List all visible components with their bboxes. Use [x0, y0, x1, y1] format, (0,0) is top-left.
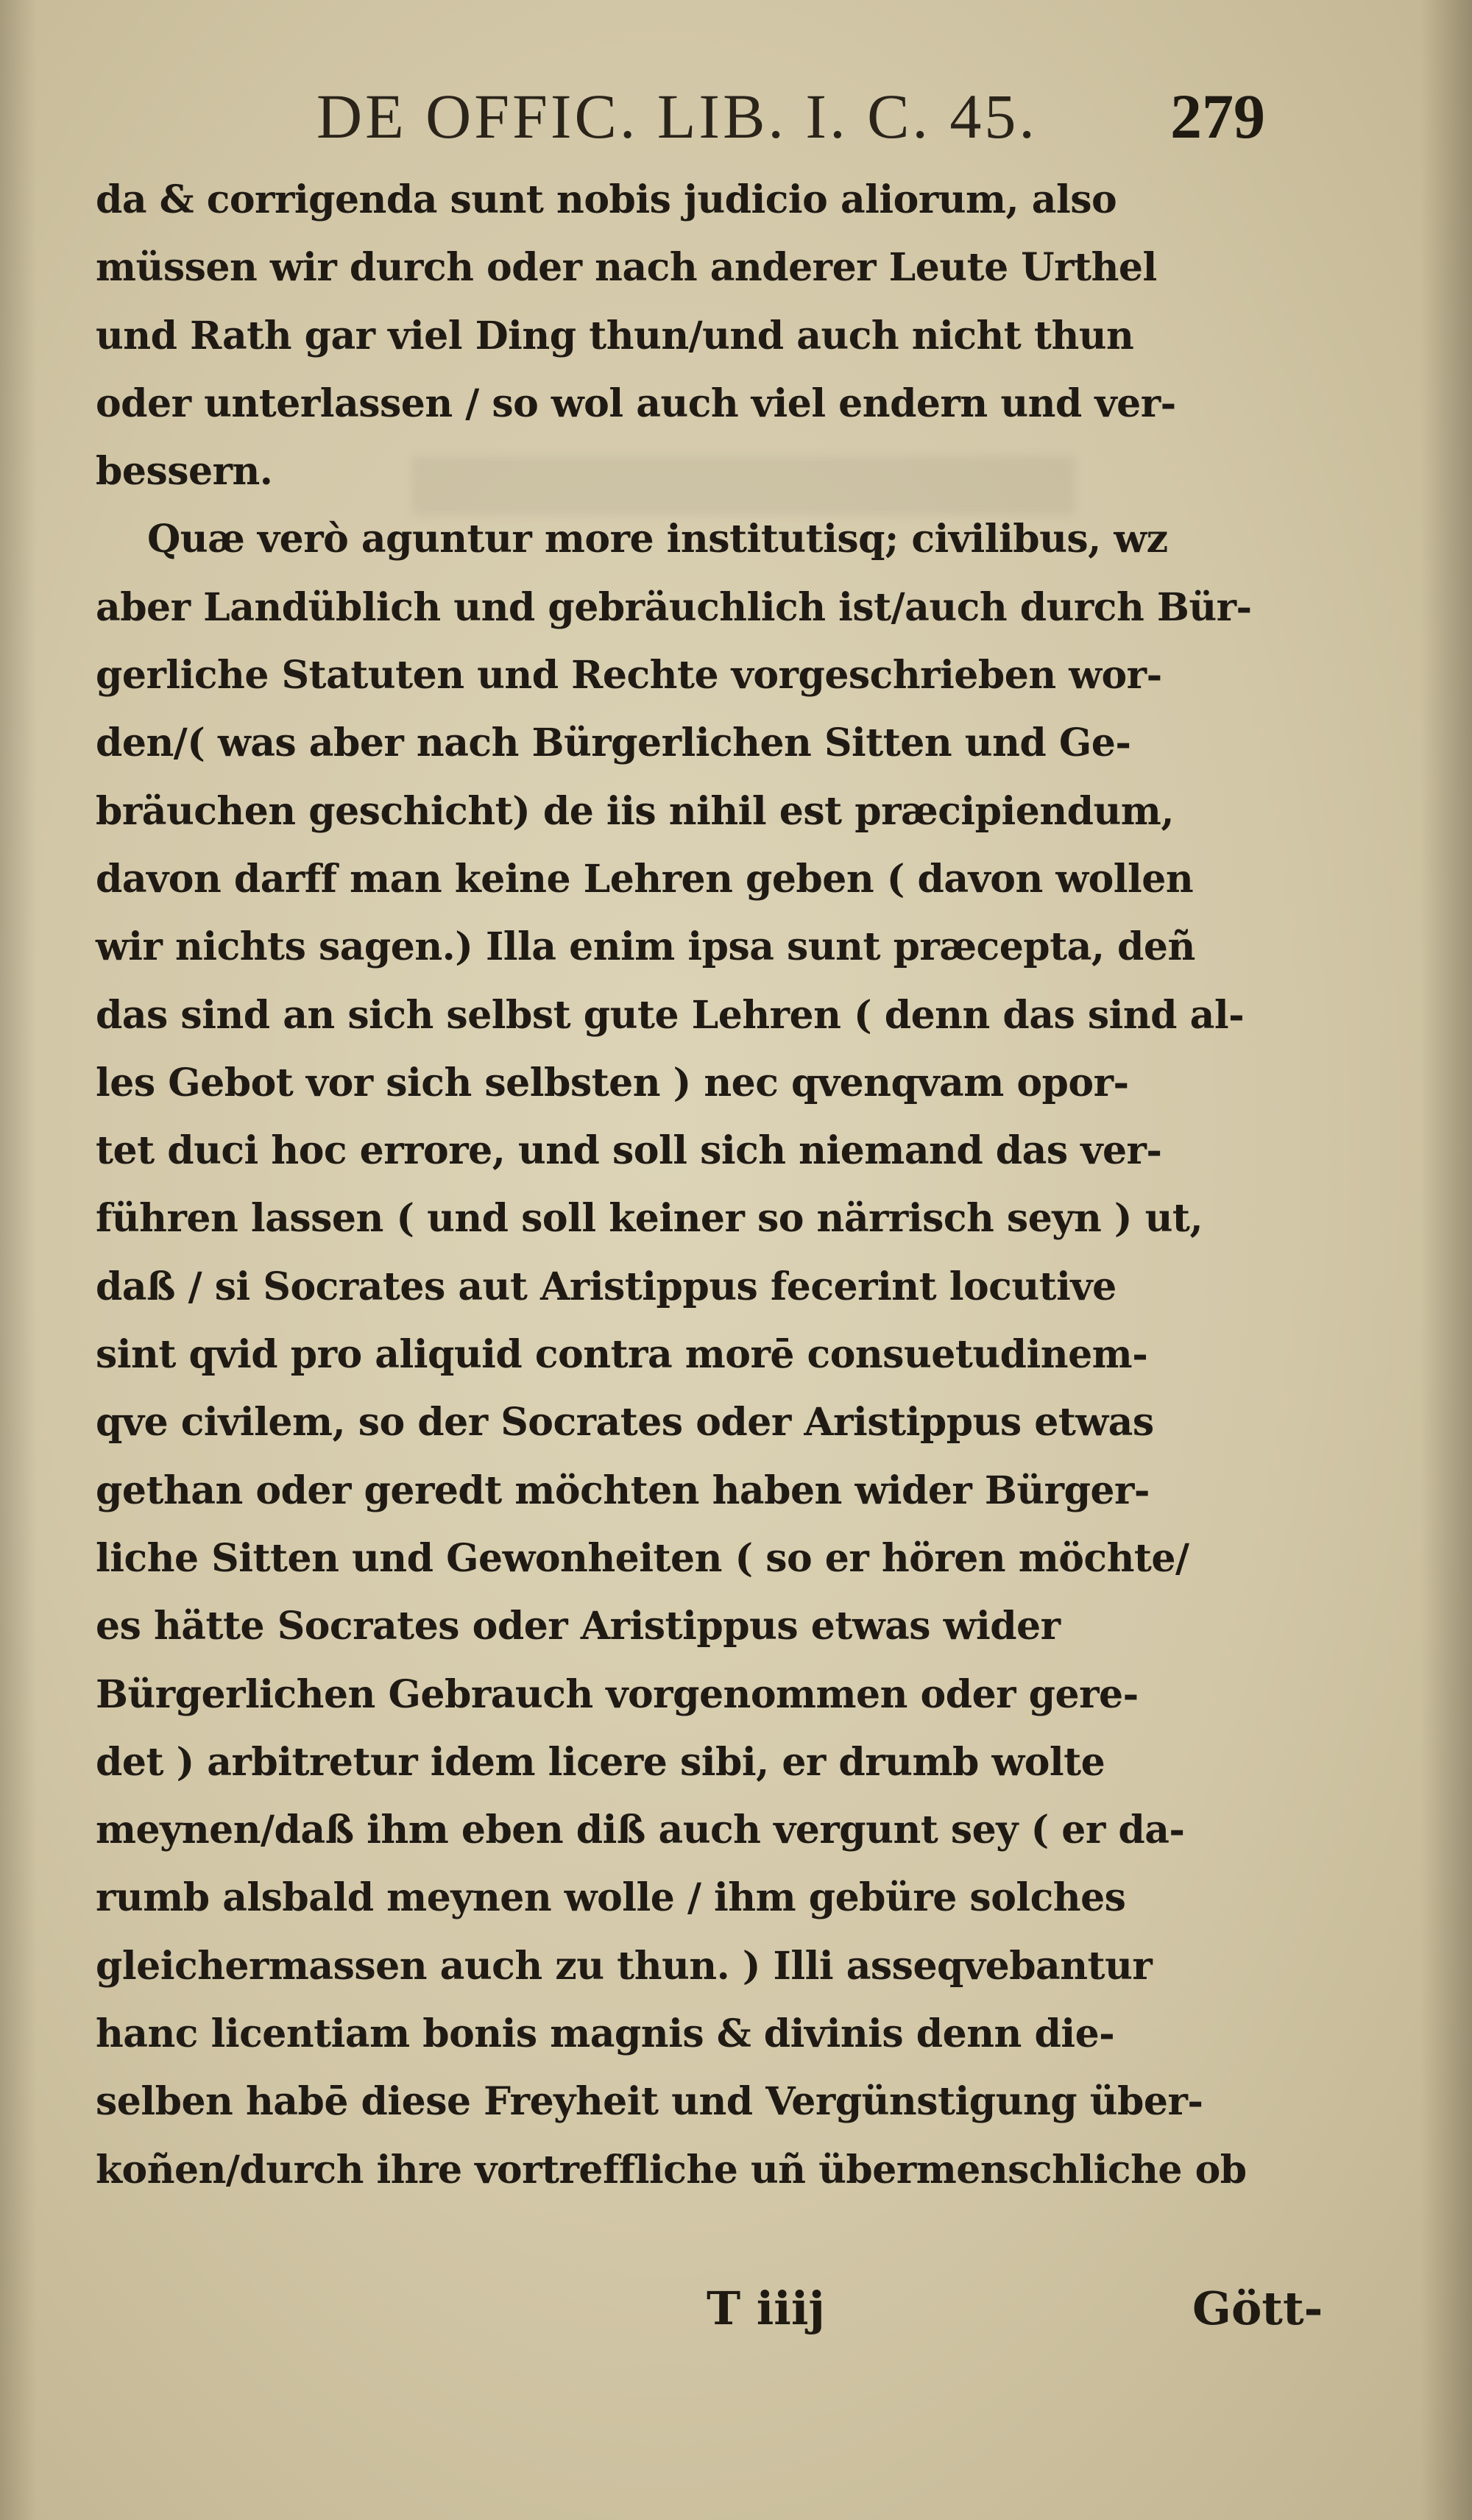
text-line: liche Sitten und Gewonheiten ( so er hören möchte/	[96, 1535, 1189, 1581]
signature-mark: T iiij	[707, 2282, 825, 2335]
text-line: davon darff man keine Lehren geben ( davon wollen	[96, 856, 1194, 902]
text-line: meynen/daß ihm eben diß auch vergunt sey ( er da-	[96, 1808, 1185, 1853]
text-line: bräuchen geschicht) de iis nihil est præcipiendum,	[96, 788, 1174, 834]
text-line: selben habē diese Freyheit und Vergünstigung über-	[96, 2079, 1203, 2125]
text-line: les Gebot vor sich selbsten ) nec qvenqvam opor-	[96, 1060, 1129, 1105]
text-line: und Rath gar viel Ding thun/und auch nicht thun	[96, 313, 1134, 358]
page-edge-shadow-left	[0, 0, 37, 2520]
text-line: aber Landüblich und gebräuchlich ist/auch durch Bür-	[96, 584, 1252, 630]
text-line: daß / si Socrates aut Aristippus fecerint locutive	[96, 1264, 1117, 1309]
text-line: Quæ verò aguntur more institutisq; civilibus, wz	[147, 517, 1168, 562]
text-line: gerliche Statuten und Rechte vorgeschrieben wor-	[96, 653, 1162, 698]
page-footer	[0, 2282, 1472, 2362]
text-line: tet duci hoc errore, und soll sich niemand das ver-	[96, 1128, 1162, 1174]
text-line: das sind an sich selbst gute Lehren ( denn das sind al-	[96, 992, 1245, 1038]
text-line: Bürgerlichen Gebrauch vorgenommen oder gere-	[96, 1671, 1139, 1717]
text-line: gethan oder geredt möchten haben wider Bürger-	[96, 1468, 1150, 1513]
page-header	[0, 79, 1472, 160]
text-line: gleichermassen auch zu thun. ) Illi asseqvebantur	[96, 1943, 1153, 1989]
catchword: Gött-	[1192, 2282, 1323, 2335]
page-number: 279	[1170, 81, 1265, 152]
text-line: es hätte Socrates oder Aristippus etwas wider	[96, 1604, 1061, 1649]
text-line: rumb alsbald meynen wolle / ihm gebüre solches	[96, 1875, 1126, 1921]
text-line: den/( was aber nach Bürgerlichen Sitten und Ge-	[96, 721, 1131, 766]
running-title: DE OFFIC. LIB. I. C. 45.	[316, 81, 1038, 152]
text-line: sint qvid pro aliquid contra morē consuetudinem-	[96, 1332, 1148, 1378]
text-line: führen lassen ( und soll keiner so närrisch seyn ) ut,	[96, 1196, 1203, 1242]
text-line: det ) arbitretur idem licere sibi, er drumb wolte	[96, 1739, 1105, 1785]
text-line: müssen wir durch oder nach anderer Leute Urthel	[96, 245, 1157, 291]
text-line: bessern.	[96, 449, 273, 495]
text-line: koñen/durch ihre vortreffliche uñ übermenschliche ob	[96, 2147, 1247, 2192]
text-line: oder unterlassen / so wol auch viel endern und ver-	[96, 381, 1176, 426]
text-line: wir nichts sagen.) Illa enim ipsa sunt præcepta, deñ	[96, 924, 1195, 970]
text-line: hanc licentiam bonis magnis & divinis denn die-	[96, 2011, 1115, 2057]
text-line: qve civilem, so der Socrates oder Aristippus etwas	[96, 1400, 1154, 1445]
body-text	[96, 166, 1310, 2204]
text-line: da & corrigenda sunt nobis judicio aliorum, also	[96, 177, 1117, 222]
page-edge-shadow-right	[1420, 0, 1472, 2520]
